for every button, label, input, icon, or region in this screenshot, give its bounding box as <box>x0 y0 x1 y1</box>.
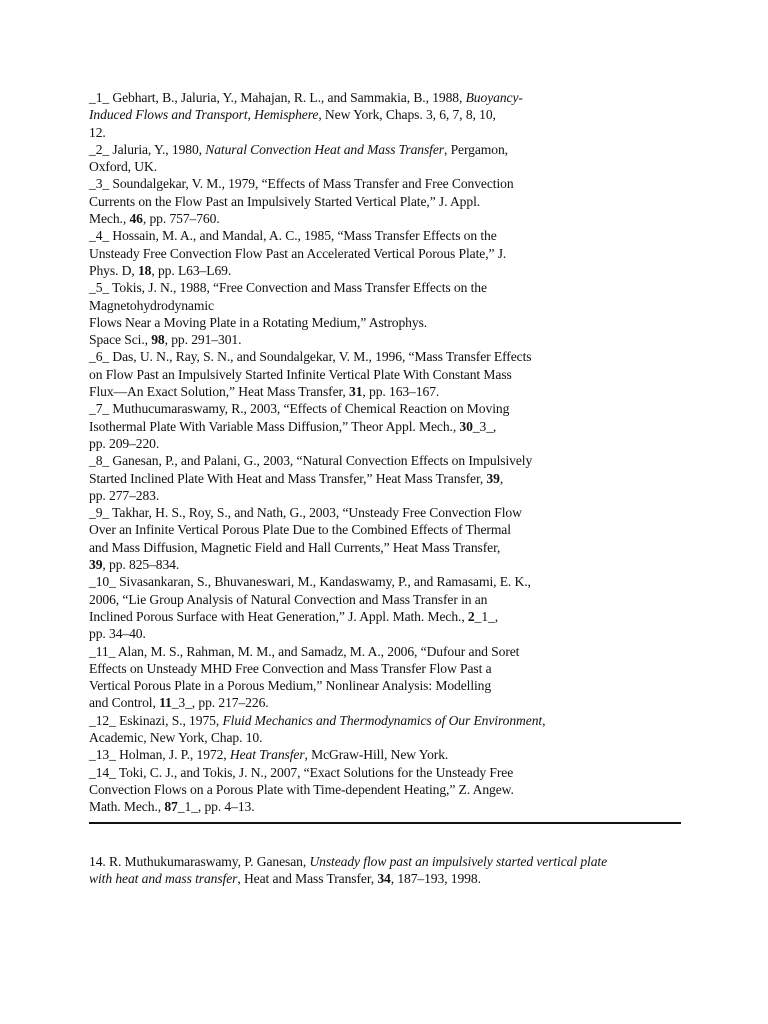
reference-text: Phys. D, <box>89 262 138 278</box>
reference-text: _1_, pp. 4–13. <box>177 799 255 815</box>
reference-text: Vertical Porous Plate in a Porous Medium,” Nonlinear Analysis: Modelling <box>89 678 492 694</box>
reference-text: Unsteady Free Convection Flow Past an Accelerated Vertical Porous Plate,” J. <box>89 245 507 261</box>
reference-text: Effects on Unsteady MHD Free Convection and Mass Transfer Flow Past a <box>89 660 492 676</box>
reference-text: Mech., <box>89 211 130 227</box>
italic-title-text: Buoyancy- <box>465 90 523 105</box>
reference-text: , Pergamon, <box>443 141 508 157</box>
reference-text: Started Inclined Plate With Heat and Mass Transfer,” Heat Mass Transfer, <box>89 470 487 486</box>
reference-text: _14_ Toki, C. J., and Tokis, J. N., 2007, “Exact Solutions for the Unsteady Free <box>89 764 514 780</box>
reference-line <box>89 556 681 573</box>
reference-text: pp. 209–220. <box>89 435 160 451</box>
italic-title-text: Unsteady flow past an impulsively started vertical plate <box>309 854 608 869</box>
reference-entry <box>89 141 681 176</box>
volume-number: 34 <box>377 871 391 887</box>
reference-text: _7_ Muthucumaraswamy, R., 2003, “Effects of Chemical Reaction on Moving <box>89 401 510 417</box>
reference-text: on Flow Past an Impulsively Started Infinite Vertical Plate With Constant Mass <box>89 366 512 382</box>
italic-title-text: Heat Transfer <box>229 747 305 763</box>
reference-line <box>89 729 681 746</box>
reference-text: _3_, pp. 217–226. <box>171 695 269 711</box>
italic-title-text: Induced Flows and Transport, Hemisphere <box>89 107 319 123</box>
reference-text: _5_ Tokis, J. N., 1988, “Free Convection and Mass Transfer Effects on the <box>89 280 487 296</box>
reference-text: , <box>542 712 546 728</box>
reference-entry <box>89 227 681 279</box>
reference-text: _2_ Jaluria, Y., 1980, <box>89 141 206 157</box>
reference-line <box>89 608 681 625</box>
reference-line <box>89 591 681 608</box>
reference-line <box>89 643 681 660</box>
reference-text: , Heat and Mass Transfer, <box>237 871 378 887</box>
reference-line <box>89 383 681 400</box>
volume-number: 30 <box>459 418 473 434</box>
reference-entry <box>89 712 681 747</box>
reference-text: , pp. L63–L69. <box>151 262 232 278</box>
reference-text: _12_ Eskinazi, S., 1975, <box>89 712 223 728</box>
reference-entry <box>89 348 681 400</box>
reference-entry <box>89 504 681 573</box>
reference-text: _1_, <box>474 608 499 624</box>
italic-title-text: Fluid Mechanics and Thermodynamics of Our Environment <box>222 712 543 728</box>
reference-line <box>89 158 681 175</box>
reference-text: 14. R. Muthukumaraswamy, P. Ganesan, <box>89 854 310 869</box>
reference-entry <box>89 764 681 816</box>
reference-line <box>89 677 681 694</box>
reference-entry <box>89 573 681 642</box>
reference-text: Inclined Porous Surface with Heat Generation,” J. Appl. Math. Mech., <box>89 608 468 624</box>
reference-line <box>89 366 681 383</box>
reference-line <box>89 314 681 331</box>
reference-text: Flux—An Exact Solution,” Heat Mass Transfer, <box>89 384 350 400</box>
reference-line <box>89 400 681 417</box>
reference-line <box>89 141 681 158</box>
volume-number: 39 <box>486 470 500 486</box>
volume-number: 46 <box>129 211 143 227</box>
reference-text: Magnetohydrodynamic <box>89 297 214 313</box>
reference-text: Convection Flows on a Porous Plate with Time-dependent Heating,” Z. Angew. <box>89 781 514 797</box>
reference-line <box>89 418 681 435</box>
reference-text: _4_ Hossain, M. A., and Mandal, A. C., 1985, “Mass Transfer Effects on the <box>89 228 497 244</box>
reference-text: and Control, <box>89 695 160 711</box>
reference-line <box>89 694 681 711</box>
reference-text: _8_ Ganesan, P., and Palani, G., 2003, “Natural Convection Effects on Impulsively <box>89 453 533 469</box>
reference-line <box>89 539 681 556</box>
footnote-separator-rule <box>89 822 681 824</box>
reference-text: Over an Infinite Vertical Porous Plate Due to the Combined Effects of Thermal <box>89 522 511 538</box>
reference-line <box>89 245 681 262</box>
reference-line <box>89 625 681 642</box>
reference-line <box>89 435 681 452</box>
volume-number: 31 <box>349 384 363 400</box>
reference-line <box>89 210 681 227</box>
reference-entry <box>89 175 681 227</box>
reference-line <box>89 106 681 123</box>
volume-number: 39 <box>89 557 103 573</box>
footnote-line <box>89 870 689 887</box>
reference-text: _3_, <box>472 418 497 434</box>
reference-line <box>89 521 681 538</box>
reference-line <box>89 348 681 365</box>
reference-entry <box>89 400 681 452</box>
reference-text: Currents on the Flow Past an Impulsively Started Vertical Plate,” J. Appl. <box>89 193 481 209</box>
reference-line <box>89 175 681 192</box>
reference-entry <box>89 452 681 504</box>
reference-text: , New York, Chaps. 3, 6, 7, 8, 10, <box>318 107 496 123</box>
reference-text: Math. Mech., <box>89 799 165 815</box>
reference-text: 2006, “Lie Group Analysis of Natural Convection and Mass Transfer in an <box>89 591 488 607</box>
reference-text: , pp. 825–834. <box>102 557 180 573</box>
reference-line <box>89 660 681 677</box>
reference-text: , pp. 757–760. <box>142 211 220 227</box>
reference-text: _13_ Holman, J. P., 1972, <box>89 747 230 763</box>
reference-line <box>89 798 681 815</box>
footnote-line <box>89 853 689 870</box>
reference-line <box>89 764 681 781</box>
volume-number: 18 <box>137 262 152 278</box>
reference-text: , pp. 163–167. <box>362 384 440 400</box>
reference-entry <box>89 279 681 348</box>
reference-entry <box>89 89 681 141</box>
reference-text: _10_ Sivasankaran, S., Bhuvaneswari, M., Kandaswamy, P., and Ramasami, E. K., <box>89 574 531 590</box>
reference-text: Isothermal Plate With Variable Mass Diffusion,” Theor Appl. Mech., <box>89 418 460 434</box>
volume-number: 11 <box>159 695 172 711</box>
reference-text: Space Sci., <box>89 332 152 348</box>
reference-text: Academic, New York, Chap. 10. <box>89 729 263 745</box>
reference-text: pp. 34–40. <box>89 626 146 642</box>
reference-text: , 187–193, 1998. <box>390 871 481 887</box>
reference-line <box>89 470 681 487</box>
reference-line <box>89 227 681 244</box>
volume-number: 98 <box>151 332 165 348</box>
reference-line <box>89 781 681 798</box>
reference-line <box>89 746 681 763</box>
footnote <box>89 853 689 888</box>
reference-line <box>89 504 681 521</box>
volume-number: 87 <box>164 799 178 815</box>
volume-number: 2 <box>467 608 475 624</box>
reference-line <box>89 573 681 590</box>
reference-text: _1_ Gebhart, B., Jaluria, Y., Mahajan, R. L., and Sammakia, B., 1988, <box>89 90 466 105</box>
reference-line <box>89 279 681 296</box>
reference-text: _9_ Takhar, H. S., Roy, S., and Nath, G., 2003, “Unsteady Free Convection Flow <box>89 505 522 521</box>
reference-line <box>89 712 681 729</box>
reference-line <box>89 124 681 141</box>
reference-entry <box>89 643 681 712</box>
reference-text: _11_ Alan, M. S., Rahman, M. M., and Samadz, M. A., 2006, “Dufour and Soret <box>89 643 520 659</box>
reference-text: , McGraw-Hill, New York. <box>304 747 449 763</box>
reference-text: Oxford, UK. <box>89 159 157 175</box>
italic-title-text: with heat and mass transfer <box>89 871 238 887</box>
reference-line <box>89 262 681 279</box>
reference-text: _3_ Soundalgekar, V. M., 1979, “Effects of Mass Transfer and Free Convection <box>89 176 514 192</box>
reference-line <box>89 193 681 210</box>
reference-text: pp. 277–283. <box>89 487 160 503</box>
reference-text: , pp. 291–301. <box>164 332 242 348</box>
reference-text: Flows Near a Moving Plate in a Rotating Medium,” Astrophys. <box>89 314 428 330</box>
reference-text: _6_ Das, U. N., Ray, S. N., and Soundalgekar, V. M., 1996, “Mass Transfer Effects <box>89 349 532 365</box>
reference-line <box>89 452 681 469</box>
reference-line <box>89 89 681 106</box>
reference-text: 12. <box>89 124 106 140</box>
reference-line <box>89 297 681 314</box>
reference-line <box>89 331 681 348</box>
reference-line <box>89 487 681 504</box>
reference-list <box>89 89 681 815</box>
reference-entry <box>89 746 681 763</box>
reference-text: , <box>499 470 504 486</box>
reference-text: and Mass Diffusion, Magnetic Field and Hall Currents,” Heat Mass Transfer, <box>89 539 501 555</box>
italic-title-text: Natural Convection Heat and Mass Transfer <box>205 141 444 157</box>
